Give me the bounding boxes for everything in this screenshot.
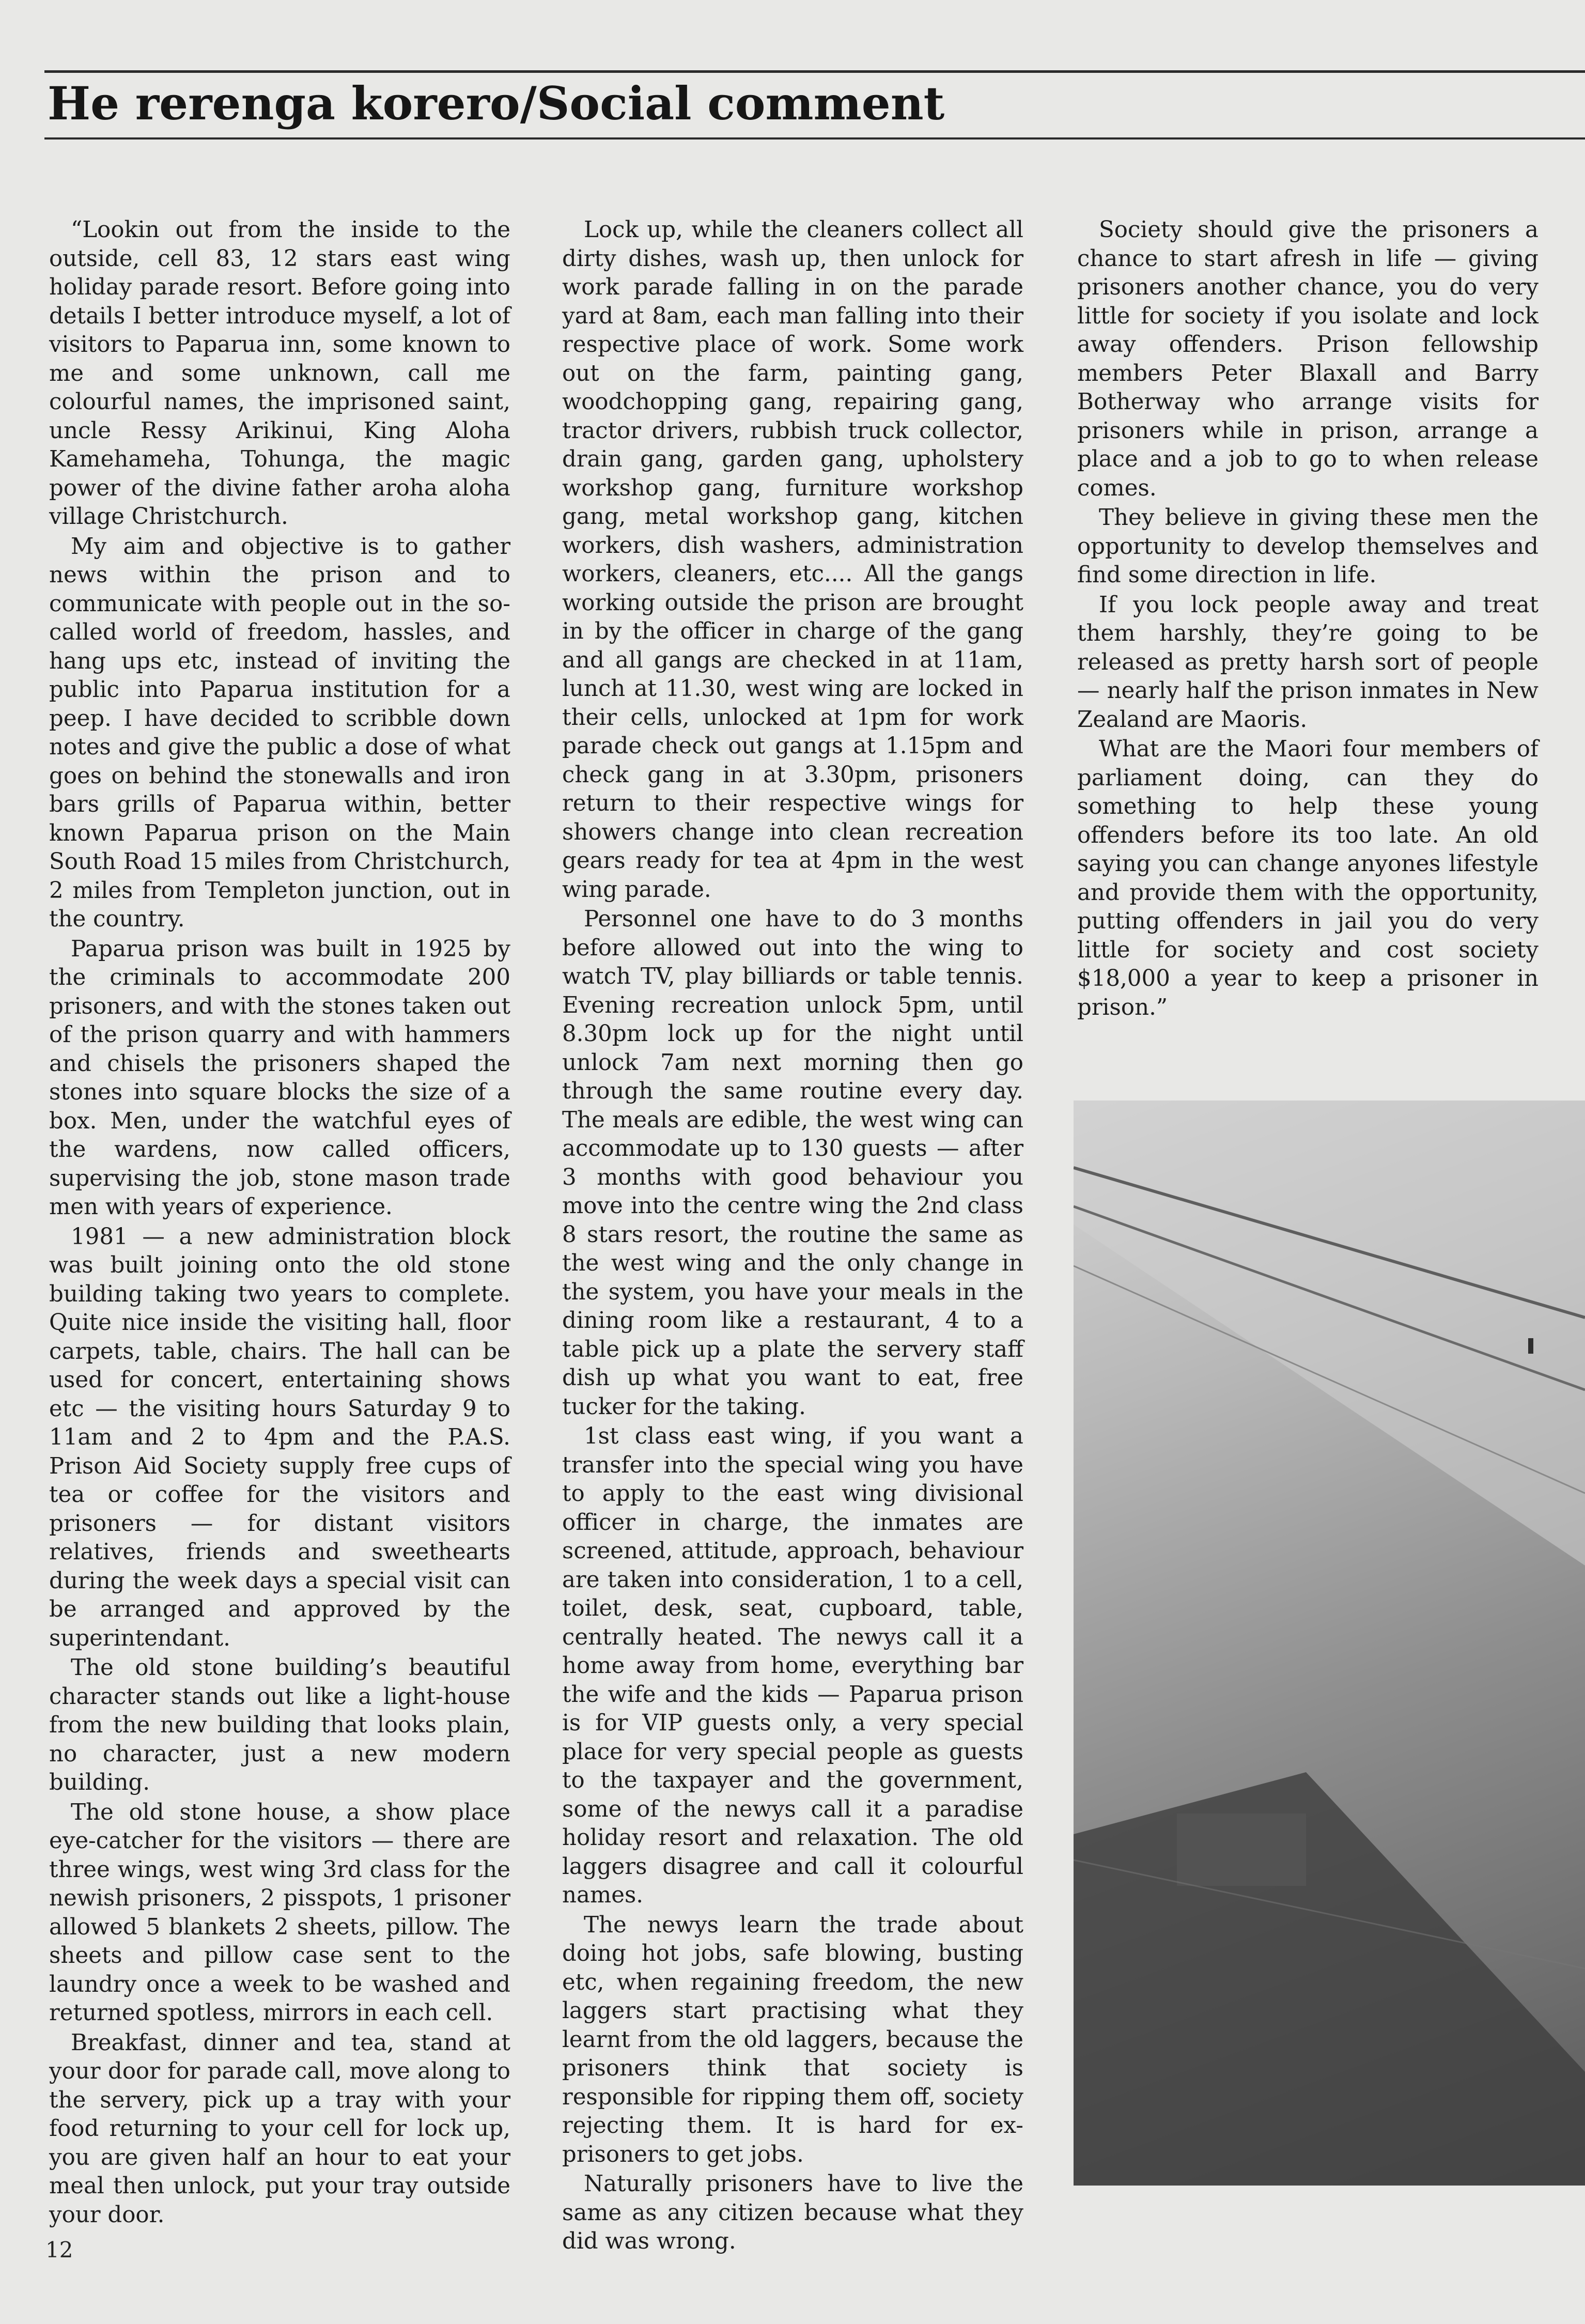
column-2: [562, 216, 1023, 2257]
prison-corridor-photo: [1074, 1101, 1585, 2186]
paragraph: 1st class east wing, if you want a transfer into the special wing you have to apply to the east wing divisional officer in charge, the inmates are screened, attitude, approach, behaviour are taken into consideration, 1 to a cell, toilet, desk, seat, cupboard, table, centrally heated. The newys call it a home away from home, everything bar the wife and the kids — Paparua prison is for VIP guests only, a very special place for very special people as guests to the taxpayer and the government, some of the newys call it a paradise holiday resort and relaxation. The old laggers disagree and call it colourful names.: [562, 1423, 1023, 1908]
paragraph: The old stone house, a show place eye-catcher for the visitors — there are three wings, west wing 3rd class for the newish prisoners, 2 pisspots, 1 prisoner allowed 5 blankets 2 sheets, pillow. The sheets and pillow case sent to the laundry once a week to be washed and returned spotless, mirrors in each cell.: [49, 1799, 510, 2026]
paragraph: “Lookin out from the inside to the outside, cell 83, 12 stars east wing holiday parade resort. Before going into details I better introduce myself, a lot of visitors to Paparua inn, some known to me and some unknown, call me colourful names, the imprisoned saint, uncle Ressy Arikinui, King Aloha Kamehameha, Tohunga, the magic power of the divine father aroha aloha village Christchurch.: [49, 217, 510, 530]
paragraph: 1981 — a new administration block was built joining onto the old stone building taking two years to complete. Quite nice inside the visiting hall, floor carpets, table, chairs. The hall can be used for concert, entertaining shows etc — the visiting hours Saturday 9 to 11am and 2 to 4pm and the P.A.S. Prison Aid Society supply free cups of tea or coffee for the visitors and prisoners — for distant visitors relatives, friends and sweethearts during the week days a special visit can be arranged and approved by the superintendant.: [49, 1223, 510, 1651]
column-3: [1077, 216, 1539, 1023]
page-number: 12: [45, 2237, 73, 2263]
header-rule-bottom: [44, 137, 1585, 140]
wall-fixture: [1528, 1338, 1533, 1354]
paragraph: Paparua prison was built in 1925 by the criminals to accommodate 200 prisoners, and with the stones taken out of the prison quarry and with hammers and chisels the prisoners shaped the stones into square blocks the size of a box. Men, under the watchful eyes of the wardens, now called officers, supervising the job, stone mason trade men with years of experience.: [49, 936, 510, 1220]
photo-scene: [1074, 1101, 1585, 2186]
paragraph: Society should give the prisoners a chance to start afresh in life — giving prisoners another chance, you do very little for society if you isolate and lock away offenders. Prison fellowship members Peter Blaxall and Barry Botherway who arrange visits for prisoners while in prison, arrange a place and a job to go to when release comes.: [1077, 217, 1539, 501]
paragraph: Personnel one have to do 3 months before allowed out into the wing to watch TV, play billiards or table tennis. Evening recreation unlock 5pm, until 8.30pm lock up for the night until unlock 7am next morning then go through the same routine every day. The meals are edible, the west wing can accommodate up to 130 guests — after 3 months with good behaviour you move into the centre wing the 2nd class 8 stars resort, the routine the same as the west wing and the only change in the system, you have your meals in the dining room like a restaurant, 4 to a table pick up a plate the servery staff dish up what you want to eat, free tucker for the taking.: [562, 906, 1023, 1420]
paragraph: The newys learn the trade about doing hot jobs, safe blowing, busting etc, when regaining freedom, the new laggers start practising what they learnt from the old laggers, because the prisoners think that society is responsible for ripping them off, society rejecting them. It is hard for ex-prisoners to get jobs.: [562, 1912, 1023, 2167]
floor-shadow: [1074, 1772, 1585, 2186]
paragraph: Lock up, while the cleaners collect all dirty dishes, wash up, then unlock for work parade falling in on the parade yard at 8am, each man falling into their respective place of work. Some work out on the farm, painting gang, woodchopping gang, repairing gang, tractor drivers, rubbish truck collector, drain gang, garden gang, upholstery workshop gang, furniture workshop gang, metal workshop gang, kitchen workers, dish washers, administration workers, cleaners, etc.... All the gangs working outside the prison are brought in by the officer in charge of the gang and all gangs are checked in at 11am, lunch at 11.30, west wing are locked in their cells, unlocked at 1pm for work parade check out gangs at 1.15pm and check gang in at 3.30pm, prisoners return to their respective wings for showers change into clean recreation gears ready for tea at 4pm in the west wing parade.: [562, 217, 1023, 903]
paragraph: My aim and objective is to gather news within the prison and to communicate with people out in the so-called world of freedom, hassles, and hang ups etc, instead of inviting the public into Paparua institution for a peep. I have decided to scribble down notes and give the public a dose of what goes on behind the stonewalls and iron bars grills of Paparua within, better known Paparua prison on the Main South Road 15 miles from Christchurch, 2 miles from Templeton junction, out in the country.: [49, 533, 510, 932]
header-rule-top: [44, 70, 1585, 73]
paragraph: If you lock people away and treat them harshly, they’re going to be released as pretty harsh sort of people — nearly half the prison inmates in New Zealand are Maoris.: [1077, 592, 1539, 733]
paragraph: Breakfast, dinner and tea, stand at your door for parade call, move along to the servery, pick up a tray with your food returning to your cell for lock up, you are given half an hour to eat your meal then unlock, put your tray outside your door.: [49, 2029, 510, 2228]
page-title: He rerenga korero/Social comment: [48, 76, 945, 130]
ceiling-plane: [1074, 1101, 1585, 1566]
paragraph: The old stone building’s beautiful character stands out like a light-house from the new building that looks plain, no character, just a new modern building.: [49, 1655, 510, 1795]
column-1: [49, 216, 510, 2230]
paragraph: What are the Maori four members of parliament doing, can they do something to help these young offenders before its too late. An old saying you can change anyones lifestyle and provide them with the opportunity, putting offenders in jail you do very little for society and cost society $18,000 a year to keep a prisoner in prison.”: [1077, 736, 1539, 1020]
paragraph: Naturally prisoners have to live the same as any citizen because what they did was wrong.: [562, 2171, 1023, 2254]
wall-cabinet: [1177, 1814, 1306, 1886]
paragraph: They believe in giving these men the opportunity to develop themselves and find some direction in life.: [1077, 505, 1539, 588]
